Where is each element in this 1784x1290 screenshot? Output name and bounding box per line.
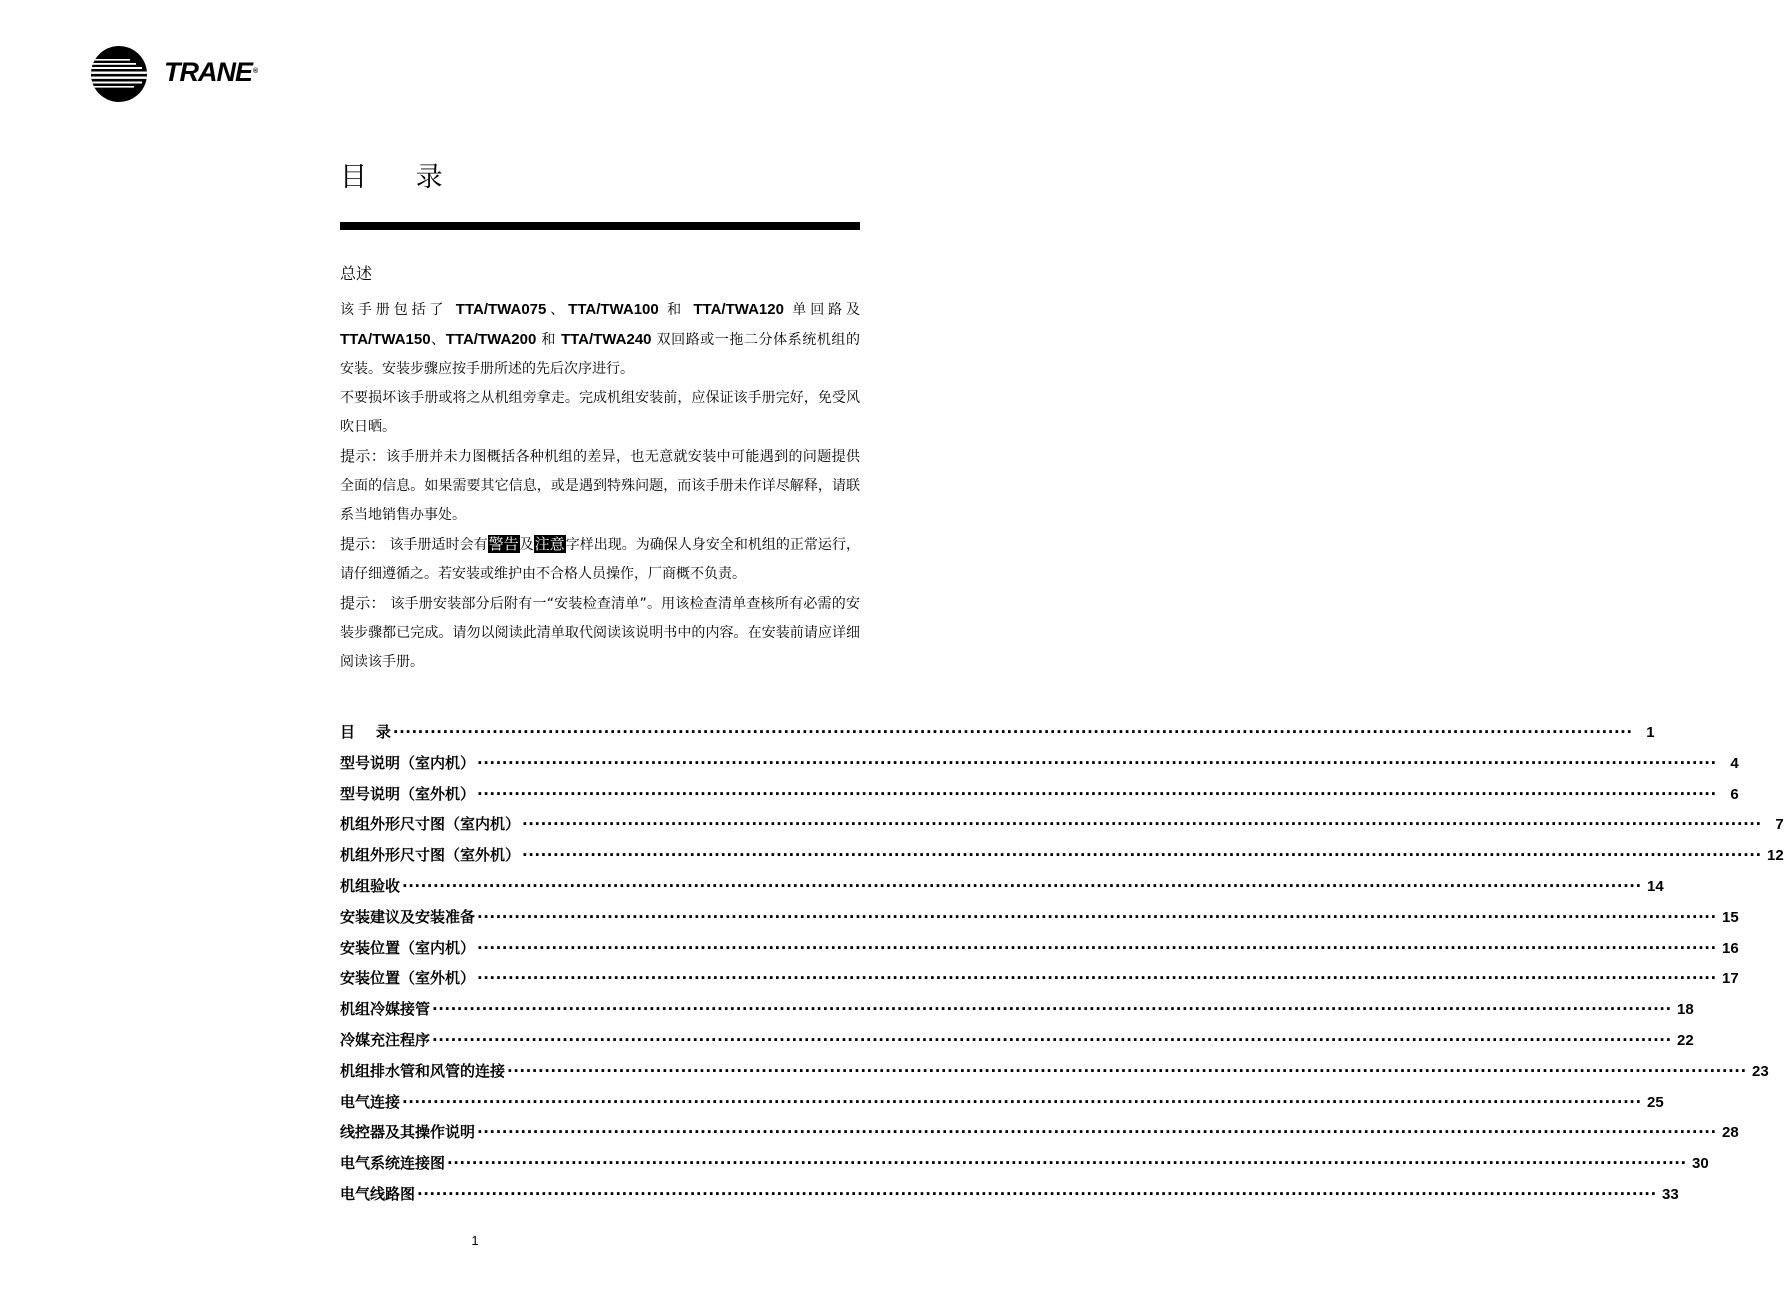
note-label: 提示：: [340, 447, 387, 465]
text-run: 及: [519, 537, 534, 553]
overview-section: [340, 262, 860, 677]
toc-leader-dots: ········································································································································································································: [432, 1030, 1672, 1049]
toc-leader-dots: ········································································································································································································: [477, 938, 1717, 957]
overview-heading: 总述: [340, 264, 373, 283]
toc-entry[interactable]: [340, 748, 1739, 779]
text-run: 、: [430, 332, 446, 348]
page-title: 目 录: [340, 162, 463, 193]
model-code: TTA/TWA200: [445, 331, 537, 348]
note-label: 提示：: [340, 535, 386, 553]
toc-entry-page: 28: [1721, 1124, 1739, 1142]
model-code: TTA/TWA075: [455, 301, 547, 318]
toc-entry-page: 23: [1751, 1062, 1769, 1080]
overview-paragraph: [340, 530, 860, 589]
model-code: TTA/TWA150: [340, 331, 431, 348]
toc-entry[interactable]: [340, 871, 1664, 902]
toc-entry-page: 12: [1766, 847, 1784, 865]
model-code: TTA/TWA100: [568, 301, 659, 318]
toc-entry-label: 机组外形尺寸图（室内机）: [340, 815, 521, 834]
text-run: 单回路及: [783, 302, 861, 318]
toc-entry-label: 型号说明（室内机）: [340, 753, 476, 772]
toc-entry[interactable]: [340, 717, 1655, 748]
toc-entry[interactable]: [340, 1025, 1694, 1056]
toc-entry[interactable]: [340, 994, 1694, 1025]
page-number: 1: [471, 1233, 479, 1248]
toc-entry-page: 6: [1730, 785, 1739, 803]
text-run: 和: [536, 332, 561, 348]
model-code: TTA/TWA240: [560, 331, 652, 348]
toc-leader-dots: ········································································································································································································: [402, 1092, 1642, 1111]
text-run: 和: [658, 302, 694, 318]
toc-leader-dots: ········································································································································································································: [477, 753, 1717, 772]
toc-leader-dots: ········································································································································································································: [402, 876, 1642, 895]
toc-leader-dots: ········································································································································································································: [477, 784, 1717, 803]
brand-name: TRANE: [164, 57, 252, 87]
trane-logo: [90, 45, 270, 105]
toc-entry[interactable]: [340, 1117, 1739, 1148]
highlighted-term: 警告: [488, 535, 519, 553]
toc-entry[interactable]: [340, 840, 1784, 871]
model-code: TTA/TWA120: [693, 301, 784, 318]
toc-entry-page: 7: [1775, 816, 1784, 834]
text-run: 该手册安装部分后附有一“安装检查清单”。用该检查清单查核所有必需的安装步骤都已完成。请勿以阅读此清单取代阅读该说明书中的内容。在安装前请应详细阅读该手册。: [340, 596, 860, 670]
toc-entry[interactable]: [340, 1056, 1769, 1087]
note-label: 提示：: [340, 594, 386, 612]
title-rule: [340, 222, 860, 230]
toc-leader-dots: ········································································································································································································: [522, 846, 1762, 865]
toc-entry[interactable]: [340, 1148, 1709, 1179]
toc-leader-dots: ········································································································································································································: [477, 1123, 1717, 1142]
text-run: 双回路或一拖二分体系统机组的安装。安装步骤应按手册所述的先后次序进行。: [340, 332, 861, 377]
text-run: 字样出现。为确保人身安全和机组的正常运行，请仔细遵循之。若安装或维护由不合格人员操作，厂商概不负责。: [340, 537, 860, 582]
toc-entry[interactable]: [340, 1179, 1679, 1210]
toc-entry[interactable]: [340, 963, 1739, 994]
text-run: 该手册适时会有: [385, 537, 488, 553]
toc-entry-page: 1: [1646, 724, 1655, 741]
registered-mark: ®: [253, 68, 258, 75]
toc-entry[interactable]: [340, 1087, 1664, 1118]
toc-entry[interactable]: [340, 902, 1739, 933]
toc-entry-label: 冷媒充注程序: [340, 1030, 431, 1049]
toc-entry[interactable]: [340, 809, 1784, 840]
toc-leader-dots: ········································································································································································································: [417, 1184, 1657, 1203]
toc-entry-page: 16: [1721, 939, 1739, 957]
text-run: 该手册并未力图概括各种机组的差异，也无意就安装中可能遇到的问题提供全面的信息。如果需要其它信息，或是遇到特殊问题，而该手册未作详尽解释，请联系当地销售办事处。: [340, 449, 860, 523]
overview-paragraph: [340, 442, 860, 530]
toc-entry-label: 电气系统连接图: [340, 1154, 446, 1173]
toc-entry-page: 33: [1661, 1185, 1679, 1203]
text-run: 该手册包括了: [340, 302, 456, 318]
toc-entry-label: 安装位置（室外机）: [340, 969, 476, 988]
toc-entry-page: 22: [1676, 1031, 1694, 1049]
toc-entry-label: 机组排水管和风管的连接: [340, 1061, 506, 1080]
overview-paragraph: [340, 295, 860, 384]
trane-wordmark: [164, 57, 257, 87]
toc-entry-page: 30: [1691, 1155, 1709, 1173]
table-of-contents: [340, 717, 1784, 1210]
toc-leader-dots: ········································································································································································································: [447, 1154, 1687, 1173]
text-run: 、: [546, 302, 569, 318]
toc-leader-dots: ········································································································································································································: [507, 1061, 1747, 1080]
highlighted-term: 注意: [534, 535, 565, 553]
toc-entry[interactable]: [340, 779, 1739, 810]
toc-entry-label: 型号说明（室外机）: [340, 784, 476, 803]
toc-entry-page: 18: [1676, 1001, 1694, 1019]
overview-paragraph: [340, 589, 860, 677]
toc-leader-dots: ········································································································································································································: [477, 969, 1717, 988]
overview-paragraphs: [340, 295, 860, 677]
toc-leader-dots: ········································································································································································································: [432, 1000, 1672, 1019]
toc-entry-label: 安装位置（室内机）: [340, 938, 476, 957]
toc-leader-dots: ········································································································································································································: [522, 815, 1762, 834]
toc-entry-label: 机组冷媒接管: [340, 1000, 431, 1019]
toc-entry-label: 安装建议及安装准备: [340, 907, 476, 926]
toc-entry-label: 目 录: [340, 723, 391, 741]
toc-entry-label: 电气线路图: [340, 1184, 416, 1203]
toc-leader-dots: ········································································································································································································: [392, 723, 1633, 741]
toc-entry-label: 机组外形尺寸图（室外机）: [340, 846, 521, 865]
toc-entry-page: 17: [1721, 970, 1739, 988]
toc-entry[interactable]: [340, 933, 1739, 964]
overview-paragraph: [340, 384, 860, 442]
toc-entry-label: 电气连接: [340, 1092, 401, 1111]
toc-entry-page: 14: [1646, 877, 1664, 895]
toc-entry-page: 4: [1730, 754, 1739, 772]
toc-entry-page: 25: [1646, 1093, 1664, 1111]
trane-globe-icon: [90, 45, 152, 107]
toc-entry-page: 15: [1721, 908, 1739, 926]
toc-leader-dots: ········································································································································································································: [477, 907, 1717, 926]
text-run: 不要损坏该手册或将之从机组旁拿走。完成机组安装前，应保证该手册完好，免受风吹日晒。: [340, 390, 860, 435]
toc-entry-label: 机组验收: [340, 876, 401, 895]
toc-entry-label: 线控器及其操作说明: [340, 1123, 476, 1142]
